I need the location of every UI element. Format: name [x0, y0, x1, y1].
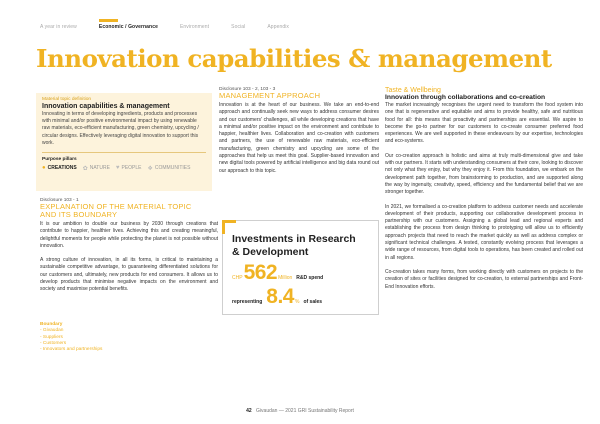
heart-icon: ♥ — [115, 165, 120, 172]
category-label: Taste & Wellbeing — [385, 87, 441, 94]
pillar-nature: ✿ NATURE — [82, 165, 110, 172]
boundary-title: Boundary — [40, 322, 63, 327]
page-title: Innovation capabilities & management — [36, 44, 552, 73]
page-footer — [0, 408, 600, 414]
pillar-communities: ❖ COMMUNITIES — [147, 165, 191, 172]
definition-text: Innovating in terms of developing ingredients, products and processes with minimal and/or positive environmental impact by using renewable raw materials, eco-efficient manufacturing, green chemistry, upcycling / circular designs. Effectively leveraging digital innovation to support this work. — [42, 111, 199, 146]
pillar-creations: ● CREATIONS — [42, 165, 77, 172]
taste-wellbeing-section — [385, 87, 583, 291]
paragraph: It is our ambition to double our business by 2030 through creations that contribute to happier, healthier lives. Achieving this and creating meaningful, delightful moments for people while protecting the planet is not possible without innovation. — [40, 221, 218, 249]
currency-label: CHP — [232, 275, 243, 281]
divider — [42, 152, 206, 153]
nav-item-economic-governance[interactable]: Economic / Governance — [98, 24, 158, 30]
purpose-pillars-label: Purpose pillars — [42, 156, 77, 162]
paragraph: The market increasingly recognises the urgent need to transform the food system into one that is regenerative and equitable and aims to provide healthy, safe and nutritious food for all: this means that proactivity and partnerships are essential. We aspire to become the go-to partner for our customers to co-create consumer preferred food experiences. We are well supported in these endeavours by our expertise, technologies and eco-systems. — [385, 102, 583, 145]
paragraph: Co-creation takes many forms, from working directly with customers on projects to the creation of sites or facilities designed for co-creation, to external partnerships and Front-End Innovation efforts. — [385, 268, 583, 290]
paragraph: Our co-creation approach is holistic and aims at truly multi-dimensional give and take with our partners. It starts with understanding consumers at their core, looking to discover not only what they enjoy, but why they enjoy it. From this foundation, we embark on the development path together, from brainstorming to production, and are supported along the way by ingenuity, creativity, speed, efficiency and the fundamental belief that we are stronger together. — [385, 152, 583, 196]
nav-item-social[interactable]: Social — [231, 24, 246, 30]
definition-label: Material topic definition — [42, 97, 92, 102]
pillar-people: ♥ PEOPLE — [115, 165, 142, 172]
footer-text: Givaudan — 2021 GRI Sustainability Report — [256, 408, 354, 414]
list-item: - Innovators and partnerships — [40, 347, 103, 353]
section-title: Innovation through collaborations and co-creation — [385, 94, 546, 101]
top-nav — [40, 24, 311, 30]
bulb-icon: ● — [42, 165, 46, 172]
rd-amount: 562 — [243, 261, 278, 284]
handshake-icon: ❖ — [147, 165, 153, 172]
spend-label: R&D spend — [296, 275, 324, 281]
percent-value: 8.4 — [266, 285, 294, 308]
material-topic-definition-box — [36, 93, 212, 191]
rd-percent-row — [232, 285, 322, 309]
definition-title: Innovation capabilities & management — [42, 103, 170, 110]
section-heading-cont: AND ITS BOUNDARY — [40, 210, 118, 219]
paragraph: A strong culture of innovation, in all its forms, is critical to maintaining a sustainable competitive advantage, to guaranteeing differentiated solutions for our customers and, ultimately, new products for end consumers. It allows us to develop products that minimise negative impacts on the environment and society and maximise potential benefits. — [40, 257, 218, 293]
paragraph: Innovation is at the heart of our business. We take an end-to-end approach and continually seek new ways to address consumer desires and our customers' challenges, all while developing creations that have a minimal and/or positive impact on the environment and contribute to happier, healthier lives. Collaboration and co-creation with customers and partners, the use of renewable raw materials, eco-efficient manufacturing, green chemistry and upcycling are some of the approaches that help us meet this goal. Supplier-based innovation and new digital tools powered by artificial intelligence and big data round out our approach to this topic. — [219, 102, 379, 174]
page-number: 42 — [246, 408, 252, 414]
management-approach-section — [219, 87, 379, 175]
disclosure-label: Disclosure 103 - 2, 103 - 3 — [219, 87, 276, 92]
rd-investment-callout — [222, 220, 379, 315]
paragraph: In 2021, we formalised a co-creation platform to address customer needs and accelerate development of their products, supporting our collaborative development process in partnership with our customers. Assigning a global lead and regional experts and establishing the process from design thinking to prototyping will allow us to efficiently approach projects that need to reach the market quickly as well as address complex or significant technical challenges. A tested, constantly evolving process that leverages a wide range of resources, from digital tools to operations, has been created and rolled out in all regions. — [385, 203, 583, 261]
nav-item-appendix[interactable]: Appendix — [267, 24, 290, 30]
list-item: - Suppliers — [40, 334, 63, 340]
rd-spend-row — [232, 261, 323, 285]
section-heading: MANAGEMENT APPROACH — [219, 91, 321, 100]
purpose-pillars — [42, 165, 206, 172]
nav-item-year-in-review[interactable]: A year in review — [40, 24, 77, 30]
callout-title: Investments in Research & Development — [232, 233, 356, 258]
of-sales-label: of sales — [303, 299, 323, 305]
leaf-icon: ✿ — [82, 165, 88, 172]
percent-sign: % — [295, 299, 300, 305]
list-item: - Customers — [40, 340, 67, 346]
section-heading: EXPLANATION OF THE MATERIAL TOPIC — [40, 202, 192, 211]
boundary-list — [40, 322, 102, 353]
nav-item-environment[interactable]: Environment — [179, 24, 210, 30]
disclosure-label: Disclosure 103 - 1 — [40, 198, 79, 203]
unit-label: Million — [278, 275, 293, 281]
list-item: - Givaudan — [40, 328, 64, 334]
explanation-section — [40, 198, 218, 294]
representing-label: representing — [232, 299, 263, 305]
